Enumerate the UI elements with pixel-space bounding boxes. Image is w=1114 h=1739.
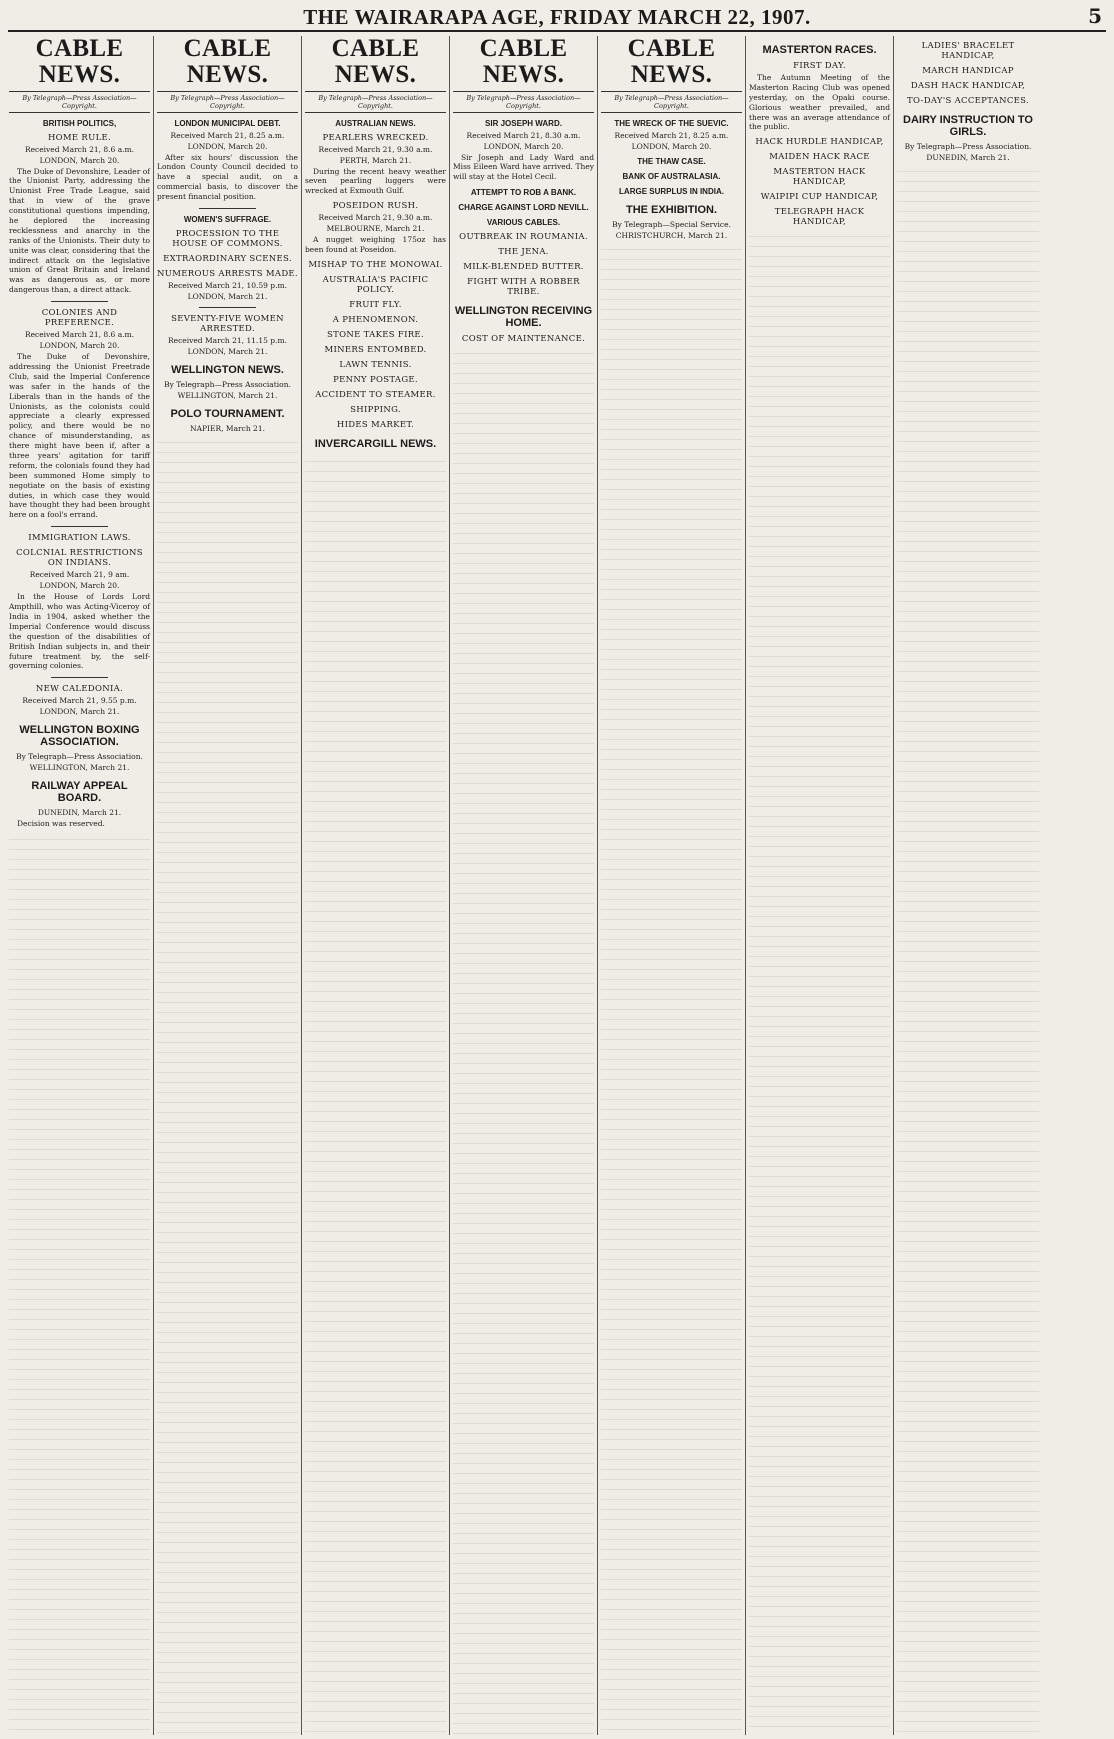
column-5: [598, 36, 746, 1735]
subheadline: STONE TAKES FIRE.: [327, 329, 424, 340]
divider: [51, 677, 107, 678]
headline: WELLINGTON RECEIVING HOME.: [454, 305, 593, 330]
subheadline: SEVENTY-FIVE WOMEN ARRESTED.: [171, 313, 284, 334]
subheadline: MAIDEN HACK RACE: [769, 152, 870, 163]
received-line: Received March 21, 8.6 a.m.: [24, 330, 135, 340]
article-text: In the House of Lords Lord Ampthill, who was Acting-Viceroy of India in 1904, asked whether the Imperial Conference would discuss the question of the disabilities of British Indian subjects in, and their future treatment by, the self-governing colonies.: [9, 592, 150, 671]
dateline: LONDON, March 21.: [187, 346, 268, 356]
received-line: Received March 21, 9.30 a.m.: [318, 213, 433, 223]
dateline: LONDON, March 20.: [483, 141, 564, 151]
text-continuation: [305, 454, 446, 1735]
text-continuation: [453, 346, 594, 1735]
headline: THE EXHIBITION.: [625, 203, 718, 216]
subheadline: MILK-BLENDED BUTTER.: [463, 262, 584, 273]
subheadline: HACK HURDLE HANDICAP,: [755, 137, 884, 148]
section-heading: CABLE NEWS.: [453, 36, 594, 92]
page-number: 5: [1088, 4, 1102, 28]
text-continuation: [9, 832, 150, 1735]
column-4: [450, 36, 598, 1735]
section-heading: CABLE NEWS.: [601, 36, 742, 92]
section-heading: CABLE NEWS.: [9, 36, 150, 92]
subheadline: FRUIT FLY.: [349, 299, 402, 310]
subheadline: WAIPIPI CUP HANDICAP,: [760, 192, 879, 203]
dateline: MELBOURNE, March 21.: [326, 224, 425, 234]
column-2: [154, 36, 302, 1735]
subheadline: COLCNIAL RESTRICTIONS ON INDIANS.: [16, 548, 143, 569]
divider: [199, 208, 255, 209]
headline: BANK OF AUSTRALASIA.: [622, 171, 721, 181]
subheadline: PROCESSION TO THE HOUSE OF COMMONS.: [172, 228, 283, 249]
subheadline: SHIPPING.: [350, 404, 401, 415]
headline: VARIOUS CABLES.: [486, 218, 561, 228]
divider: [51, 526, 107, 527]
dateline: LONDON, March 20.: [631, 141, 712, 151]
subheadline: HOME RULE.: [47, 132, 112, 143]
received-line: Received March 21, 8.25 a.m.: [170, 130, 285, 140]
headline: LONDON MUNICIPAL DEBT.: [174, 118, 281, 128]
article-text: The Duke of Devonshire, Leader of the Unionist Party, addressing the Unionist Free Trade League, said that in view of the grave constitutional questions impending, he deplored the increasing recklessness and anarchy in the ranks of the Unionists. Their duty to unite was clear, considering that the indirect attack on the legislative union of Great Britain and Ireland was as dangerous as, or more dangerous than, a direct attack.: [9, 166, 150, 295]
subheadline: HIDES MARKET.: [336, 419, 415, 430]
column-7: [894, 36, 1042, 1735]
headline: LARGE SURPLUS IN INDIA.: [619, 186, 724, 196]
byline: By Telegraph—Press Association—Copyright.: [305, 92, 446, 113]
article-text: During the recent heavy weather seven pearling luggers were wrecked at Exmouth Gulf.: [305, 166, 446, 196]
dateline: LONDON, March 20.: [39, 155, 120, 165]
dateline: LONDON, March 21.: [39, 707, 120, 717]
text-continuation: [749, 229, 890, 1735]
dateline: DUNEDIN, March 21.: [37, 808, 122, 818]
subheadline: MASTERTON HACK HANDICAP,: [773, 167, 866, 188]
page-title: THE WAIRARAPA AGE, FRIDAY MARCH 22, 1907.: [303, 5, 811, 29]
received-line: Received March 21, 11.15 p.m.: [168, 335, 287, 345]
subheadline: ACCIDENT TO STEAMER.: [315, 389, 436, 400]
byline: By Telegraph—Press Association—Copyright.: [157, 92, 298, 113]
dateline: NAPIER, March 21.: [190, 423, 265, 433]
subheadline: PEARLERS WRECKED.: [322, 132, 429, 143]
subheadline: FIRST DAY.: [793, 61, 846, 71]
byline: By Telegraph—Press Association—Copyright.: [601, 92, 742, 113]
byline: By Telegraph—Special Service.: [612, 219, 731, 229]
received-line: Received March 21, 8.6 a.m.: [24, 144, 135, 154]
dateline: PERTH, March 21.: [339, 155, 412, 165]
headline: AUSTRALIAN NEWS.: [335, 118, 416, 128]
article-text: A nugget weighing 175oz has been found at Poseidon.: [305, 235, 446, 255]
dateline: DUNEDIN, March 21.: [926, 153, 1010, 162]
subheadline: NEW CALEDONIA.: [35, 684, 124, 695]
headline: WELLINGTON NEWS.: [171, 363, 284, 376]
byline: By Telegraph—Press Association—Copyright.: [9, 92, 150, 113]
headline: RAILWAY APPEAL BOARD.: [31, 780, 128, 805]
byline: By Telegraph—Press Association—Copyright.: [453, 92, 594, 113]
subheadline: FIGHT WITH A ROBBER TRIBE.: [467, 277, 580, 298]
byline: By Telegraph—Press Association.: [164, 379, 291, 389]
received-line: Received March 21, 9.55 p.m.: [22, 696, 137, 706]
dateline: WELLINGTON, March 21.: [29, 763, 130, 773]
received-line: Received March 21, 8.30 a.m.: [466, 130, 581, 140]
headline: MASTERTON RACES.: [762, 44, 877, 56]
subheadline: LAWN TENNIS.: [339, 359, 412, 370]
subheadline: EXTRAORDINARY SCENES.: [163, 253, 292, 264]
subheadline: MARCH HANDICAP: [922, 66, 1014, 76]
headline: ATTEMPT TO ROB A BANK.: [470, 188, 577, 198]
subheadline: LADIES' BRACELET HANDICAP,: [921, 41, 1015, 61]
text-continuation: [897, 164, 1039, 1735]
subheadline: MINERS ENTOMBED.: [324, 344, 427, 355]
headline: POLO TOURNAMENT.: [170, 407, 285, 420]
divider: [51, 301, 107, 302]
subheadline: TELEGRAPH HACK HANDICAP,: [774, 207, 865, 228]
column-1: [6, 36, 154, 1735]
headline: THE THAW CASE.: [637, 156, 706, 166]
dateline: LONDON, March 20.: [187, 141, 268, 151]
column-6: [746, 36, 894, 1735]
dateline: LONDON, March 21.: [187, 291, 268, 301]
section-heading: CABLE NEWS.: [305, 36, 446, 92]
headline: INVERCARGILL NEWS.: [314, 437, 437, 450]
subheadline: DASH HACK HANDICAP,: [910, 81, 1026, 91]
received-line: Received March 21, 9 am.: [29, 570, 130, 580]
subheadline: A PHENOMENON.: [332, 314, 419, 325]
headline: BRITISH POLITICS,: [42, 118, 117, 128]
divider: [199, 307, 255, 308]
subheadline: COST OF MAINTENANCE.: [461, 334, 586, 345]
subheadline: TO-DAY'S ACCEPTANCES.: [907, 96, 1029, 106]
received-line: Received March 21, 9.30 a.m.: [318, 144, 433, 154]
headline: CHARGE AGAINST LORD NEVILL.: [458, 203, 589, 213]
masthead: [8, 6, 1106, 32]
byline: By Telegraph—Press Association.: [904, 142, 1032, 151]
subheadline: AUSTRALIA'S PACIFIC POLICY.: [322, 274, 429, 295]
dateline: LONDON, March 20.: [39, 581, 120, 591]
received-line: Received March 21, 10.59 p.m.: [168, 280, 287, 290]
subheadline: NUMEROUS ARRESTS MADE.: [157, 268, 298, 279]
headline: SIR JOSEPH WARD.: [485, 118, 562, 128]
article-text: After six hours' discussion the London County Council decided to have a special audit, on a commercial basis, to discover the present financial position.: [157, 152, 298, 202]
columns: [6, 36, 1108, 1735]
dateline: LONDON, March 20.: [39, 341, 120, 351]
dateline: WELLINGTON, March 21.: [177, 390, 278, 400]
received-line: Received March 21, 8.25 a.m.: [614, 130, 729, 140]
subheadline: COLONIES AND PREFERENCE.: [41, 308, 118, 329]
article-text: The Duke of Devonshire, addressing the Unionist Freetrade Club, said the Imperial Conference was safer in the hands of the Liberals than in the hands of the Unionists, as the colonists could appreciate a clearly expressed policy, and there would be no chance of misunderstanding, as there might have been if, after a three years' agitation for tariff reform, the colonials found they had been summoned Home simply to negotiate on the basis of existing duties, in which case they would have thought they had been brought here on a fool's errand.: [9, 352, 150, 520]
article-text: Sir Joseph and Lady Ward and Miss Eileen Ward have arrived. They will stay at the Hotel Cecil.: [453, 152, 594, 182]
subheadline: OUTBREAK IN ROUMANIA.: [459, 232, 588, 243]
article-text: The Autumn Meeting of the Masterton Racing Club was opened yesterday, on the Opaki course. Glorious weather prevailed, and there was an average attendance of the public.: [749, 73, 890, 132]
column-3: [302, 36, 450, 1735]
headline: DAIRY INSTRUCTION TO GIRLS.: [903, 114, 1033, 138]
section-heading: CABLE NEWS.: [157, 36, 298, 92]
text-continuation: [601, 242, 742, 1736]
article-text: Decision was reserved.: [17, 819, 105, 829]
byline: By Telegraph—Press Association.: [16, 752, 143, 762]
headline: WELLINGTON BOXING ASSOCIATION.: [19, 724, 140, 749]
headline: THE WRECK OF THE SUEVIC.: [614, 118, 729, 128]
headline: WOMEN'S SUFFRAGE.: [183, 214, 272, 224]
dateline: CHRISTCHURCH, March 21.: [615, 230, 728, 240]
subheadline: MISHAP TO THE MONOWAI.: [308, 259, 443, 270]
text-continuation: [157, 435, 298, 1735]
subheadline: POSEIDON RUSH.: [332, 201, 419, 212]
subheadline: IMMIGRATION LAWS.: [28, 533, 131, 544]
subheadline: PENNY POSTAGE.: [333, 374, 418, 385]
subheadline: THE JENA.: [498, 247, 549, 258]
